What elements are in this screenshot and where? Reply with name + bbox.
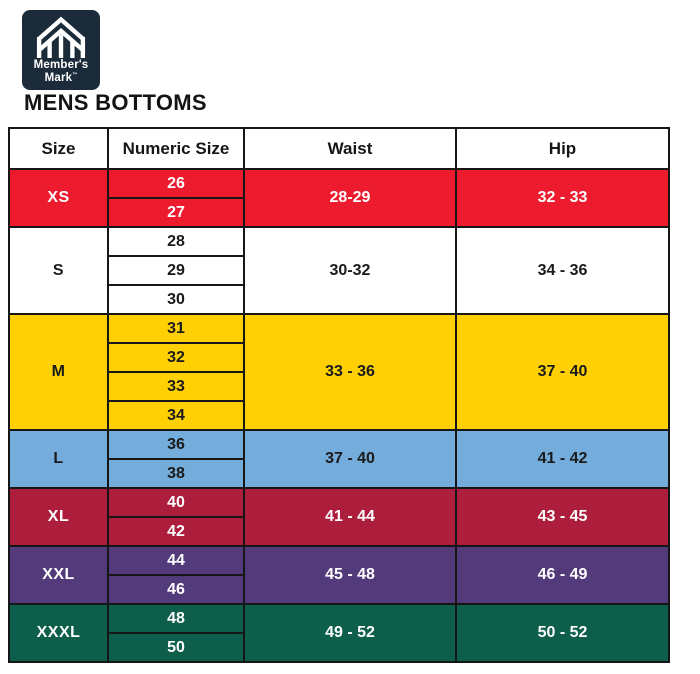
numeric-size-cell: 38	[108, 459, 244, 488]
numeric-size-cell: 48	[108, 604, 244, 633]
numeric-size-cell: 36	[108, 430, 244, 459]
numeric-size-cell: 29	[108, 256, 244, 285]
size-cell: XXXL	[9, 604, 108, 662]
numeric-size-cell: 46	[108, 575, 244, 604]
logo-line2: Mark™	[44, 71, 78, 84]
numeric-size-cell: 33	[108, 372, 244, 401]
waist-cell: 28-29	[244, 169, 456, 227]
table-row	[9, 604, 669, 633]
table-row	[9, 169, 669, 198]
hip-cell: 32 - 33	[456, 169, 669, 227]
waist-cell: 30-32	[244, 227, 456, 314]
numeric-size-cell: 44	[108, 546, 244, 575]
logo-line1: Member's	[33, 59, 89, 71]
hip-cell: 43 - 45	[456, 488, 669, 546]
numeric-size-cell: 31	[108, 314, 244, 343]
table-row	[9, 430, 669, 459]
size-table	[8, 127, 670, 663]
hip-cell: 41 - 42	[456, 430, 669, 488]
numeric-size-cell: 28	[108, 227, 244, 256]
numeric-size-cell: 32	[108, 343, 244, 372]
hip-cell: 34 - 36	[456, 227, 669, 314]
waist-cell: 45 - 48	[244, 546, 456, 604]
hip-cell: 50 - 52	[456, 604, 669, 662]
header-hip: Hip	[456, 128, 669, 169]
header-size: Size	[9, 128, 108, 169]
waist-cell: 37 - 40	[244, 430, 456, 488]
numeric-size-cell: 42	[108, 517, 244, 546]
size-cell: XXL	[9, 546, 108, 604]
header-waist: Waist	[244, 128, 456, 169]
numeric-size-cell: 27	[108, 198, 244, 227]
table-row	[9, 314, 669, 343]
waist-cell: 41 - 44	[244, 488, 456, 546]
numeric-size-cell: 34	[108, 401, 244, 430]
size-table-body	[9, 169, 669, 662]
numeric-size-cell: 26	[108, 169, 244, 198]
members-mark-m-icon	[34, 16, 88, 58]
numeric-size-cell: 50	[108, 633, 244, 662]
numeric-size-cell: 40	[108, 488, 244, 517]
header-numeric-size: Numeric Size	[108, 128, 244, 169]
table-header-row	[9, 128, 669, 169]
hip-cell: 37 - 40	[456, 314, 669, 430]
waist-cell: 49 - 52	[244, 604, 456, 662]
size-cell: M	[9, 314, 108, 430]
hip-cell: 46 - 49	[456, 546, 669, 604]
size-cell: L	[9, 430, 108, 488]
trademark-symbol: ™	[72, 71, 78, 78]
table-row	[9, 488, 669, 517]
page-title: MENS BOTTOMS	[24, 90, 207, 115]
waist-cell: 33 - 36	[244, 314, 456, 430]
numeric-size-cell: 30	[108, 285, 244, 314]
size-cell: S	[9, 227, 108, 314]
table-row	[9, 546, 669, 575]
members-mark-wordmark	[34, 59, 89, 84]
members-mark-logo	[22, 10, 100, 90]
size-cell: XS	[9, 169, 108, 227]
size-cell: XL	[9, 488, 108, 546]
table-row	[9, 227, 669, 256]
